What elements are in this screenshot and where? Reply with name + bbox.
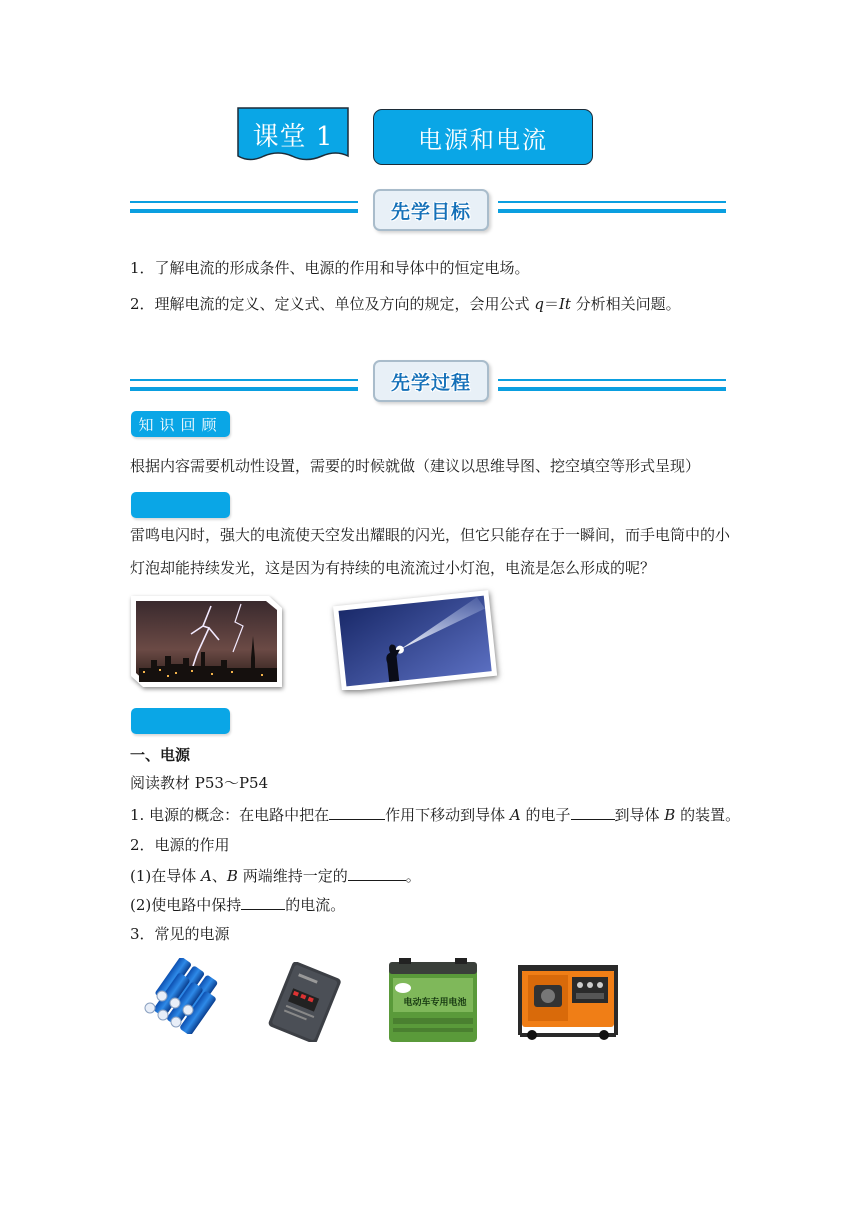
intro-paragraph: 雷鸣电闪时，强大的电流使天空发出耀眼的闪光，但它只能存在于一瞬间，而手电筒中的小灯泡却能持续发光，这是因为有持续的电流流过小灯泡，电流是怎么形成的呢？ [130,526,731,577]
lesson-label: 课堂 1 [252,121,334,152]
goal-item-1: 1．了解电流的形成条件、电源的作用和导体中的恒定电场。 [130,259,530,277]
divider-line [130,201,358,203]
divider-line [498,201,726,203]
reading-note: 阅读教材 P53～P54 [130,774,269,792]
page-title: 电源和电流 [373,109,593,165]
section-badge-process: 先学过程 [373,360,489,402]
divider-line [498,379,726,381]
blank-field[interactable] [348,866,406,881]
divider-line [130,209,358,213]
ebike-battery-label: 电动车专用电池 [403,998,467,1008]
lightning-city-photo [131,596,282,687]
blank-field[interactable] [241,895,285,910]
divider-line [130,387,358,391]
question-1: 1. 电源的概念：在电路中把在 作用下移动到导体 A 的电子 到导体 B 的装置。 [130,806,741,824]
section-heading-power-source: 一、电源 [130,746,191,764]
intro-pill [131,492,230,518]
phone-battery-photo [261,962,351,1042]
question-3: 3．常见的电源 [130,925,230,943]
ebike-battery-photo [385,958,480,1044]
blank-field[interactable] [329,805,385,820]
question-2-1: (1)在导体 A、B 两端维持一定的 。 [130,867,421,885]
new-lesson-pill [131,708,230,734]
goal-item-2: 2．理解电流的定义、定义式、单位及方向的规定，会用公式 q＝It 分析相关问题。 [130,295,681,313]
question-2-2: (2)使电路中保持 的电流。 [130,896,346,914]
flashlight-person-photo [333,590,497,690]
blank-field[interactable] [571,805,615,820]
review-text: 根据内容需要机动性设置，需要的时候就做（建议以思维导图、挖空填空等形式呈现） [130,457,701,475]
lesson-ribbon [236,106,350,164]
knowledge-review-pill: 知识回顾 [131,411,230,437]
divider-line [130,379,358,381]
aa-batteries-photo [132,958,232,1034]
section-badge-goals: 先学目标 [373,189,489,231]
divider-line [498,387,726,391]
question-2: 2．电源的作用 [130,836,230,854]
divider-line [498,209,726,213]
generator-photo [512,955,624,1041]
